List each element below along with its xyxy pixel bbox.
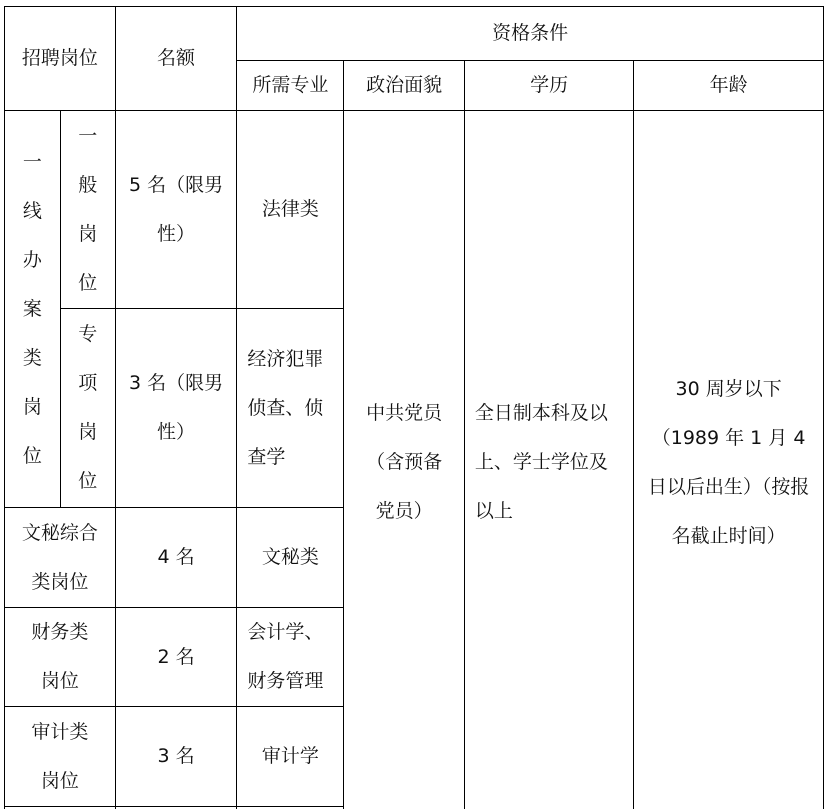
header-quota: 名额	[115, 7, 237, 111]
header-position: 招聘岗位	[5, 7, 116, 111]
quota-finance: 2 名	[115, 608, 237, 707]
recruitment-table-page	[4, 6, 824, 809]
group-frontline-label: 一 线 办 案 类 岗 位	[5, 111, 61, 508]
quota-special: 3 名（限男性）	[115, 309, 237, 508]
header-political: 政治面貌	[344, 61, 465, 111]
major-secretarial: 文秘类	[237, 508, 344, 608]
quota-audit: 3 名	[115, 707, 237, 807]
major-general: 法律类	[237, 111, 344, 309]
political-requirement: 中共党员（含预备党员）	[344, 111, 465, 809]
age-requirement: 30 周岁以下（1989 年 1 月 4 日以后出生）（按报名截止时间）	[634, 111, 824, 809]
position-audit: 审计类岗位	[5, 707, 116, 807]
header-requirements: 资格条件	[237, 7, 824, 61]
subgroup-special-label: 专 项 岗 位	[60, 309, 115, 508]
header-education: 学历	[464, 61, 633, 111]
position-finance: 财务类岗位	[5, 608, 116, 707]
quota-general: 5 名（限男性）	[115, 111, 237, 309]
header-age: 年龄	[634, 61, 824, 111]
position-secretarial: 文秘综合类岗位	[5, 508, 116, 608]
subgroup-general-label: 一 般 岗 位	[60, 111, 115, 309]
major-special: 经济犯罪侦查、侦查学	[237, 309, 344, 508]
quota-secretarial: 4 名	[115, 508, 237, 608]
major-finance: 会计学、财务管理	[237, 608, 344, 707]
major-audit: 审计学	[237, 707, 344, 807]
header-major: 所需专业	[237, 61, 344, 111]
recruitment-table	[4, 6, 824, 809]
education-requirement: 全日制本科及以上、学士学位及以上	[464, 111, 633, 809]
